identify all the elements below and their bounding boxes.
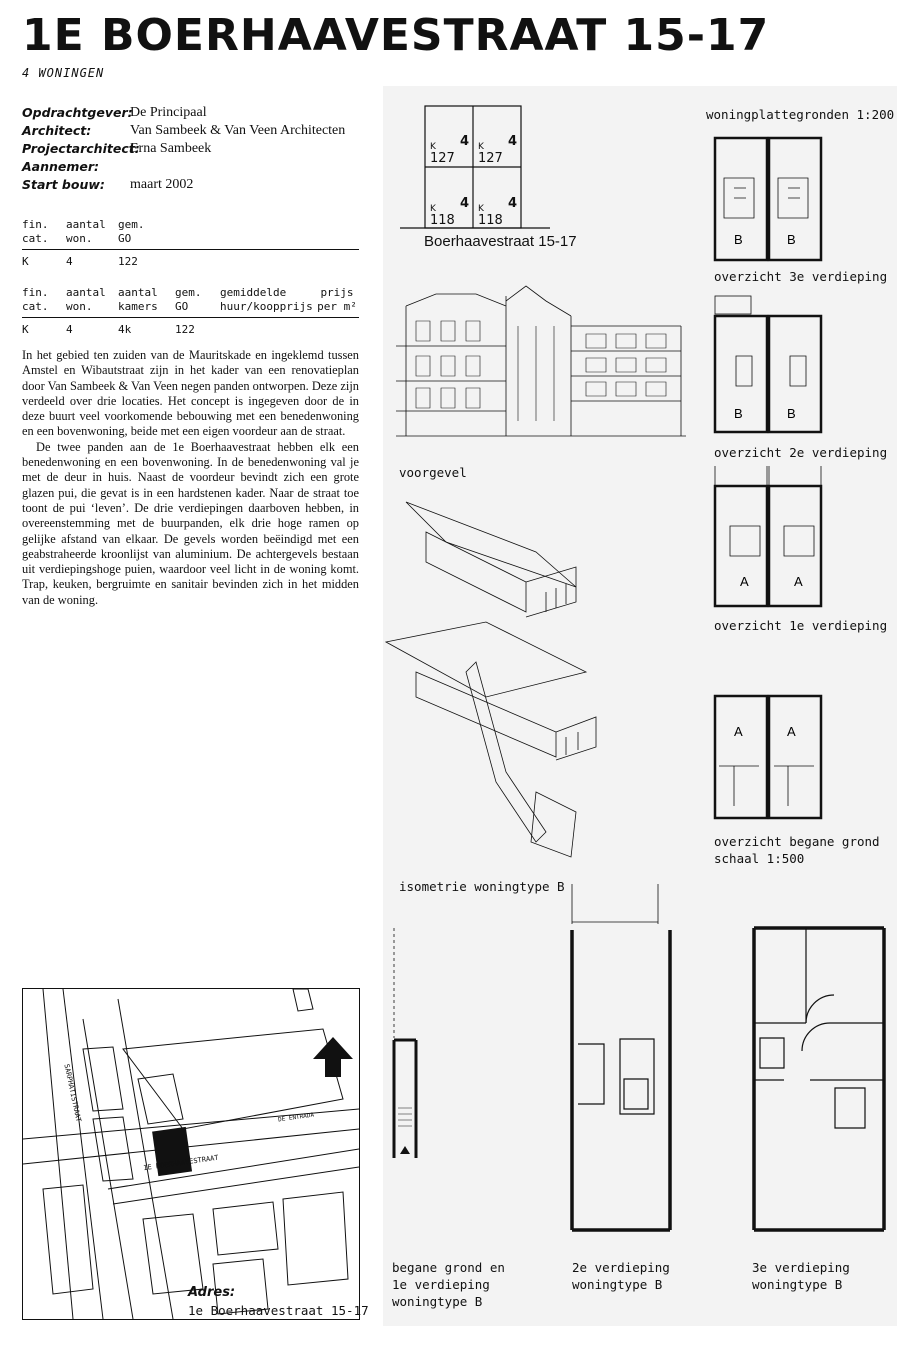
cell <box>315 318 359 338</box>
caption-plan-bg: begane grond en 1e verdieping woningtype B <box>392 1260 505 1309</box>
isometric-drawing <box>396 492 586 862</box>
unit-cell: K 4 118 <box>478 196 518 228</box>
map-street-label: DE ENTRADA <box>277 1111 315 1124</box>
caption-2e: overzicht 2e verdieping <box>714 445 888 460</box>
street-label: Boerhaavestraat 15-17 <box>424 233 577 250</box>
cell: 122 <box>175 323 195 336</box>
plan-label-a: A <box>740 574 749 589</box>
plan-label-b: B <box>734 232 743 247</box>
facade-drawing <box>396 286 686 456</box>
header-cell: aantal won. <box>66 286 118 318</box>
plan-overview-3e <box>714 138 829 268</box>
plan-overview-1e <box>714 466 829 616</box>
credit-row <box>22 122 345 140</box>
credit-value: Van Sambeek & Van Veen Architecten <box>130 123 346 138</box>
plan-begane-grond <box>390 928 430 1148</box>
paragraph: De twee panden aan de 1e Boerhaavestraat hebben elk een benedenwoning en een bovenwoning. In de benedenwoning val je met de deur in huis. Naast de voordeur bevindt zich een grote glazen pui, die gevat is in een hardstenen kader. Naar de straat toe toont de pui ‘leven’. De drie verdiepingen daarboven hebben, in overeenstemming met de buurpanden, elk drie hoge ramen op gelijke afstand van elkaar. De gevels worden beëindigd met een geabstraheerde kroonlijst van aluminium. De achtergevels bestaan uit verdiepingshoge puien, waardoor veel licht in de woning komt. Trap, keuken, bergruimte en sanitair bevinden zich in het midden van de woning. <box>22 439 359 607</box>
credit-row <box>22 140 345 158</box>
table-header-row <box>22 218 359 250</box>
plan-2e-verdieping <box>568 884 678 1234</box>
header-cell: aantal kamers <box>118 286 175 318</box>
address: 1e Boerhaavestraat 15-17 <box>188 1303 369 1318</box>
credit-row <box>22 104 345 122</box>
plan-label-a: A <box>734 724 743 739</box>
caption-bg: overzicht begane grond schaal 1:500 <box>714 834 880 866</box>
cell: K <box>22 255 29 268</box>
plan-3e-verdieping <box>750 928 890 1238</box>
map-drawing <box>23 989 359 1319</box>
header-cell: fin. cat. <box>22 286 66 318</box>
header-cell: gem. GO <box>175 286 220 318</box>
cell: 4 <box>66 323 73 336</box>
caption-isometrie: isometrie woningtype B <box>399 879 565 894</box>
cell: K <box>22 323 29 336</box>
table-summary <box>22 218 359 269</box>
credit-value: De Principaal <box>130 105 207 120</box>
caption-plattegronden: woningplattegronden 1:200 <box>706 107 895 122</box>
plan-label-b: B <box>787 406 796 421</box>
page-title: 1E BOERHAAVESTRAAT 15-17 <box>22 10 770 61</box>
map-street-label: 1E BOERHAAVESTRAAT <box>142 1153 220 1173</box>
plan-overview-2e <box>714 296 829 436</box>
subtitle: 4 WONINGEN <box>22 66 105 80</box>
unit-cell: K 4 127 <box>478 134 518 166</box>
credit-label: Opdrachtgever: <box>22 105 133 120</box>
credit-row <box>22 158 345 176</box>
unit-cell: K 4 127 <box>430 134 470 166</box>
credit-label: Architect: <box>22 123 92 138</box>
plan-label-a: A <box>794 574 803 589</box>
credits <box>22 104 345 194</box>
table-row <box>22 318 359 338</box>
cell <box>220 318 315 338</box>
credit-label: Start bouw: <box>22 177 105 192</box>
plan-label-b: B <box>734 406 743 421</box>
header-cell: prijs per m² <box>315 286 359 318</box>
caption-1e: overzicht 1e verdieping <box>714 618 888 633</box>
credit-label: Projectarchitect: <box>22 141 140 156</box>
header-cell: gemiddelde huur/koopprijs <box>220 286 315 318</box>
location-map <box>22 988 360 1320</box>
credit-row <box>22 176 345 194</box>
body-text <box>22 348 359 608</box>
caption-plan-2e: 2e verdieping woningtype B <box>572 1260 670 1292</box>
cell: 4 <box>66 255 73 268</box>
table-details <box>22 286 359 337</box>
caption-3e: overzicht 3e verdieping <box>714 269 888 284</box>
credit-value: maart 2002 <box>130 177 194 192</box>
paragraph: In het gebied ten zuiden van de Mauritskade en ingeklemd tussen Amstel en Wibautstraat zijn in het kader van een renovatieplan door Van Sambeek & Van Veen negen panden ontworpen. Deze zijn verdeeld over drie locaties. Het concept is ingegeven door de in deze buurt veel voorkomende bebouwing met een benedenwoning en een bovenwoning, beide met een eigen voordeur aan de straat. <box>22 348 359 439</box>
caption-plan-3e: 3e verdieping woningtype B <box>752 1260 850 1292</box>
header-cell: gem. GO <box>118 218 359 250</box>
plan-label-a: A <box>787 724 796 739</box>
cell: 122 <box>118 255 138 268</box>
plan-overview-bg <box>714 696 829 826</box>
unit-cell: K 4 118 <box>430 196 470 228</box>
table-row <box>22 250 359 270</box>
table-header-row <box>22 286 359 318</box>
plan-label-b: B <box>787 232 796 247</box>
map-street-label: SARPHATISTRAAT <box>62 1063 83 1123</box>
credit-label: Aannemer: <box>22 159 100 174</box>
credit-value: Erna Sambeek <box>130 141 212 156</box>
caption-voorgevel: voorgevel <box>399 465 467 480</box>
header-cell: fin. cat. <box>22 218 66 250</box>
address-label: Adres: <box>188 1285 236 1300</box>
cell: 4k <box>118 323 132 336</box>
header-cell: aantal won. <box>66 218 118 250</box>
